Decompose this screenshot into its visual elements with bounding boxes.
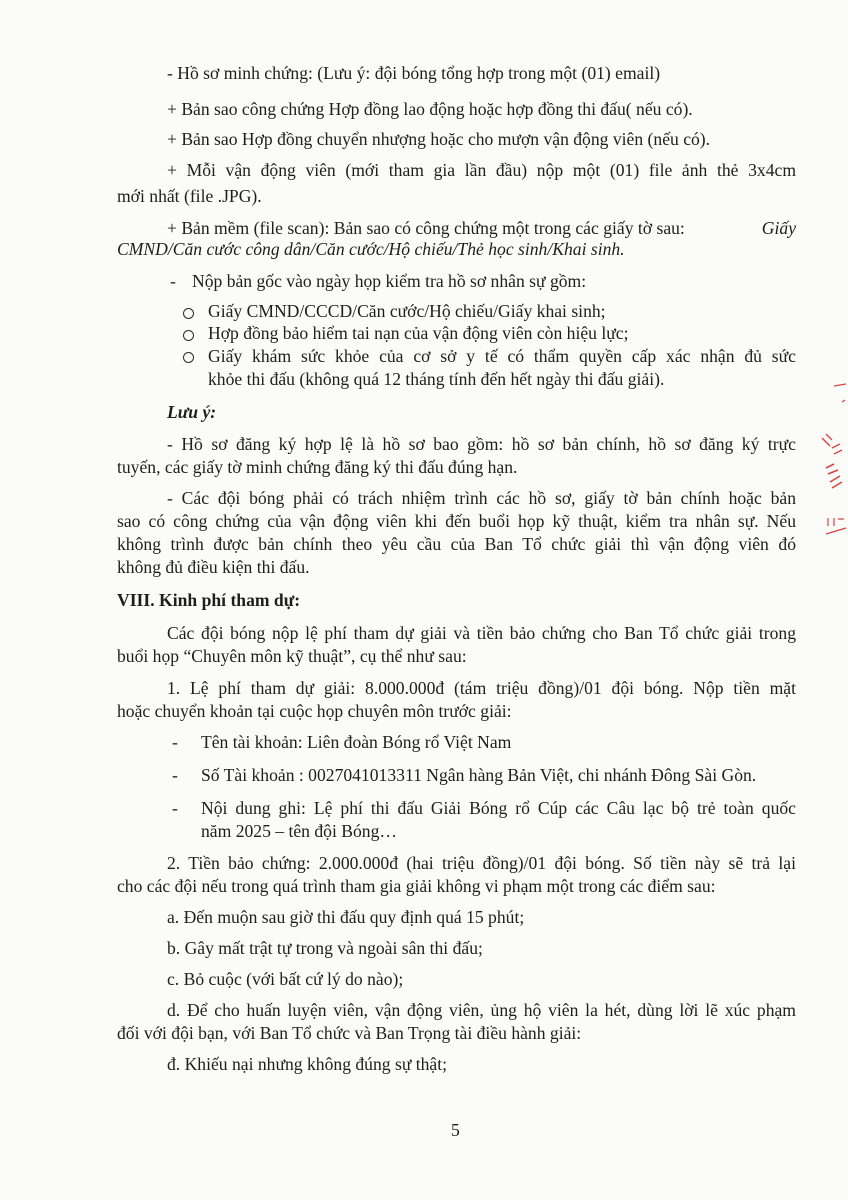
note-paragraph: - Hồ sơ đăng ký hợp lệ là hồ sơ bao gồm: hồ sơ bản chính, hồ sơ đăng ký trực [167,434,796,454]
stamp-fragment-icon [812,378,848,548]
evidence-item: + Bản sao Hợp đồng chuyển nhượng hoặc cho mượn vận động viên (nếu có). [167,129,711,149]
payment-note: Nội dung ghi: Lệ phí thi đấu Giải Bóng rổ Cúp các Câu lạc bộ trẻ toàn quốc [201,798,796,818]
note-paragraph-cont: không đủ điều kiện thi đấu. [117,557,310,577]
fee-item-2: 2. Tiền bảo chứng: 2.000.000đ (hai triệu đồng)/01 đội bóng. Số tiền này sẽ trả lại [167,853,796,873]
evidence-item: + Mỗi vận động viên (mới tham gia lần đầu) nộp một (01) file ảnh thẻ 3x4cm [167,160,796,180]
note-paragraph-cont: không trình được bản chính theo yêu cầu của Ban Tổ chức giải thì vận động viên đó [117,534,796,554]
evidence-item [167,217,796,239]
originals-heading: Nộp bản gốc vào ngày họp kiểm tra hồ sơ nhân sự gồm: [192,271,587,291]
originals-item: Giấy khám sức khỏe của cơ sở y tế có thẩm quyền cấp xác nhận đủ sức [208,346,796,366]
violation-b: b. Gây mất trật tự trong và ngoài sân thi đấu; [167,938,483,958]
fee-intro-cont: buổi họp “Chuyên môn kỹ thuật”, cụ thể như sau: [117,646,467,666]
evidence-item-text: + Bản mềm (file scan): Bản sao có công chứng một trong các giấy tờ sau: [167,218,685,238]
account-name: Tên tài khoản: Liên đoàn Bóng rổ Việt Nam [201,732,512,752]
account-number: Số Tài khoản : 0027041013311 Ngân hàng Bản Việt, chi nhánh Đông Sài Gòn. [201,765,757,785]
evidence-item-italic: Giấy [761,218,796,238]
violation-dd: đ. Khiếu nại nhưng không đúng sự thật; [167,1054,448,1074]
dash-marker: - [172,732,178,752]
originals-item-cont: khỏe thi đấu (không quá 12 tháng tính đến hết ngày thi đấu giải). [208,369,665,389]
dash-marker: - [172,798,178,818]
note-paragraph: - Các đội bóng phải có trách nhiệm trình các hồ sơ, giấy tờ bản chính hoặc bản [167,488,796,508]
evidence-item: + Bản sao công chứng Hợp đồng lao động hoặc hợp đồng thi đấu( nếu có). [167,99,693,119]
bullet-circle-icon [183,352,194,363]
violation-c: c. Bỏ cuộc (với bất cứ lý do nào); [167,969,404,989]
fee-item-1-cont: hoặc chuyển khoản tại cuộc họp chuyên môn trước giải: [117,701,512,721]
section-heading: VIII. Kinh phí tham dự: [117,590,301,610]
evidence-item-cont: mới nhất (file .JPG). [117,186,262,206]
dash-marker: - [170,271,176,291]
violation-d-cont: đối với đội bạn, với Ban Tổ chức và Ban Trọng tài điều hành giải: [117,1023,582,1043]
fee-item-1: 1. Lệ phí tham dự giải: 8.000.000đ (tám triệu đồng)/01 đội bóng. Nộp tiền mặt [167,678,796,698]
fee-intro: Các đội bóng nộp lệ phí tham dự giải và tiền bảo chứng cho Ban Tổ chức giải trong [167,623,796,643]
violation-a: a. Đến muộn sau giờ thi đấu quy định quá 15 phút; [167,907,525,927]
note-paragraph-cont: sao có công chứng của vận động viên khi đến buổi họp kỹ thuật, kiểm tra nhân sự. Nếu [117,511,796,531]
originals-item: Giấy CMND/CCCD/Căn cước/Hộ chiếu/Giấy khai sinh; [208,301,606,321]
note-paragraph-cont: tuyến, các giấy tờ minh chứng đăng ký thi đấu đúng hạn. [117,457,518,477]
page-number: 5 [451,1120,460,1140]
evidence-heading: - Hồ sơ minh chứng: (Lưu ý: đội bóng tổng hợp trong một (01) email) [167,63,661,83]
violation-d: d. Để cho huấn luyện viên, vận động viên, ủng hộ viên la hét, dùng lời lẽ xúc phạm [167,1000,796,1020]
note-heading: Lưu ý: [167,402,217,422]
evidence-item-cont: CMND/Căn cước công dân/Căn cước/Hộ chiếu/Thẻ học sinh/Khai sinh. [117,239,625,259]
originals-item: Hợp đồng bảo hiểm tai nạn của vận động viên còn hiệu lực; [208,323,629,343]
bullet-circle-icon [183,308,194,319]
fee-item-2-cont: cho các đội nếu trong quá trình tham gia giải không vi phạm một trong các điểm sau: [117,876,716,896]
dash-marker: - [172,765,178,785]
bullet-circle-icon [183,330,194,341]
payment-note-cont: năm 2025 – tên đội Bóng… [201,821,397,841]
